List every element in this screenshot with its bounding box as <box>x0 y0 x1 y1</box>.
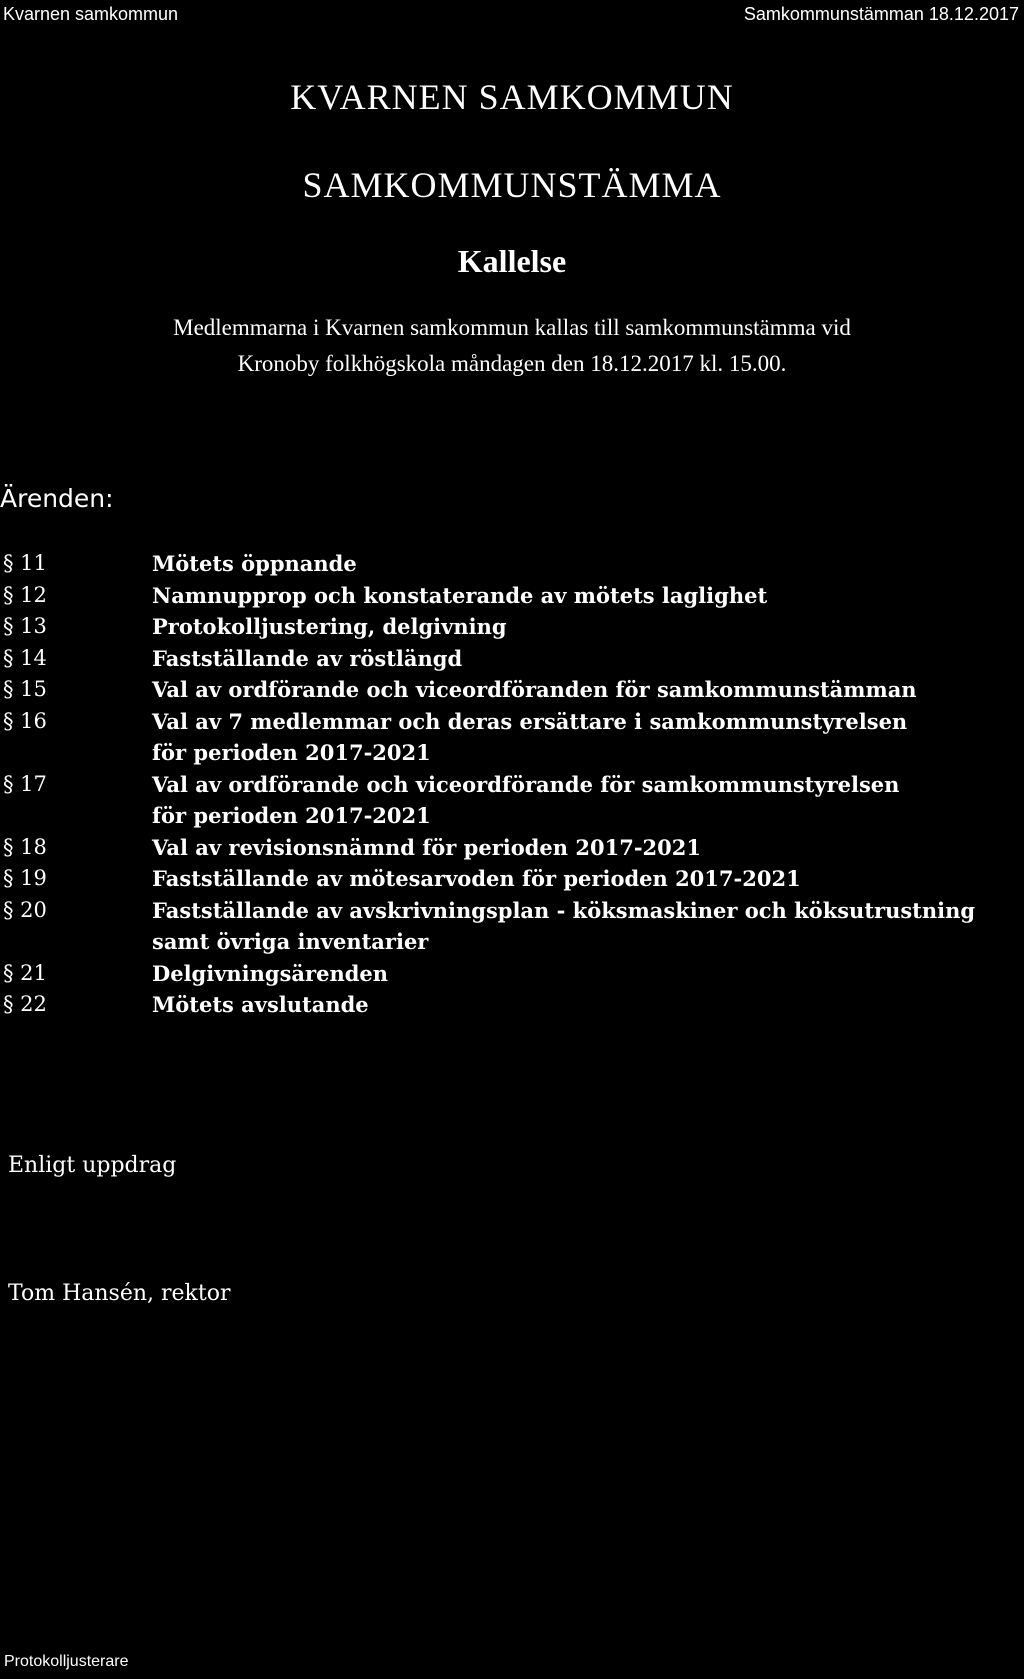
agenda-item-number: § 14 <box>3 645 47 670</box>
agenda-item-text: Fastställande av avskrivningsplan - köksmaskiner och köksutrustning <box>152 897 976 923</box>
agenda-item-text: Val av revisionsnämnd för perioden 2017-2021 <box>152 834 701 860</box>
agenda-item-number: § 15 <box>3 677 47 701</box>
agenda-item-text: Fastställande av mötesarvoden för perioden 2017-2021 <box>152 866 801 891</box>
agenda-item-text: Val av 7 medlemmar och deras ersättare i samkommunstyrelsen <box>152 708 908 734</box>
header-meeting-date: Samkommunstämman 18.12.2017 <box>743 4 1019 24</box>
signatory-name: Tom Hansén, rektor <box>8 1281 231 1306</box>
agenda-item-text: Fastställande av röstlängd <box>152 645 463 671</box>
agenda-item-text: för perioden 2017-2021 <box>152 740 431 765</box>
organization-title: KVARNEN SAMKOMMUN <box>290 77 734 117</box>
invitation-line: Kronoby folkhögskola måndagen den 18.12.2017 kl. 15.00. <box>237 351 787 376</box>
agenda-item-number: § 16 <box>3 708 47 733</box>
document-title: Kallelse <box>457 243 567 279</box>
header-organization: Kvarnen samkommun <box>3 4 179 24</box>
agenda-item-text: samt övriga inventarier <box>152 929 429 954</box>
invitation-text <box>0 310 1024 382</box>
agenda-item-text: Delgivningsärenden <box>152 960 389 986</box>
agenda-item-text: Val av ordförande och viceordförande för samkommunstyrelsen <box>152 771 900 797</box>
agenda-item-text: Mötets öppnande <box>152 551 357 576</box>
agenda-item-number: § 22 <box>3 992 47 1016</box>
agenda-item-number: § 20 <box>3 897 47 922</box>
agenda-heading: Ärenden: <box>0 484 114 513</box>
agenda-item-text: Mötets avslutande <box>152 992 369 1017</box>
agenda-item-text: för perioden 2017-2021 <box>152 803 431 828</box>
footer-protocol-checkers: Protokolljusterare <box>4 1653 129 1670</box>
agenda-item-number: § 18 <box>3 834 47 859</box>
meeting-title: SAMKOMMUNSTÄMMA <box>302 165 722 205</box>
agenda-item-text: Val av ordförande och viceordföranden för samkommunstämman <box>152 677 917 702</box>
invitation-line: Medlemmarna i Kvarnen samkommun kallas till samkommunstämma vid <box>173 315 851 340</box>
agenda-item-number: § 11 <box>3 551 47 575</box>
agenda-item-number: § 13 <box>3 614 47 638</box>
agenda-item-number: § 17 <box>3 771 47 796</box>
agenda-item-text: Namnupprop och konstaterande av mötets laglighet <box>152 582 768 608</box>
closing-mandate: Enligt uppdrag <box>8 1153 177 1178</box>
agenda-item-text: Protokolljustering, delgivning <box>152 614 507 639</box>
agenda-item-number: § 19 <box>3 866 47 890</box>
agenda-item-number: § 12 <box>3 582 47 607</box>
agenda-item-number: § 21 <box>3 960 47 985</box>
